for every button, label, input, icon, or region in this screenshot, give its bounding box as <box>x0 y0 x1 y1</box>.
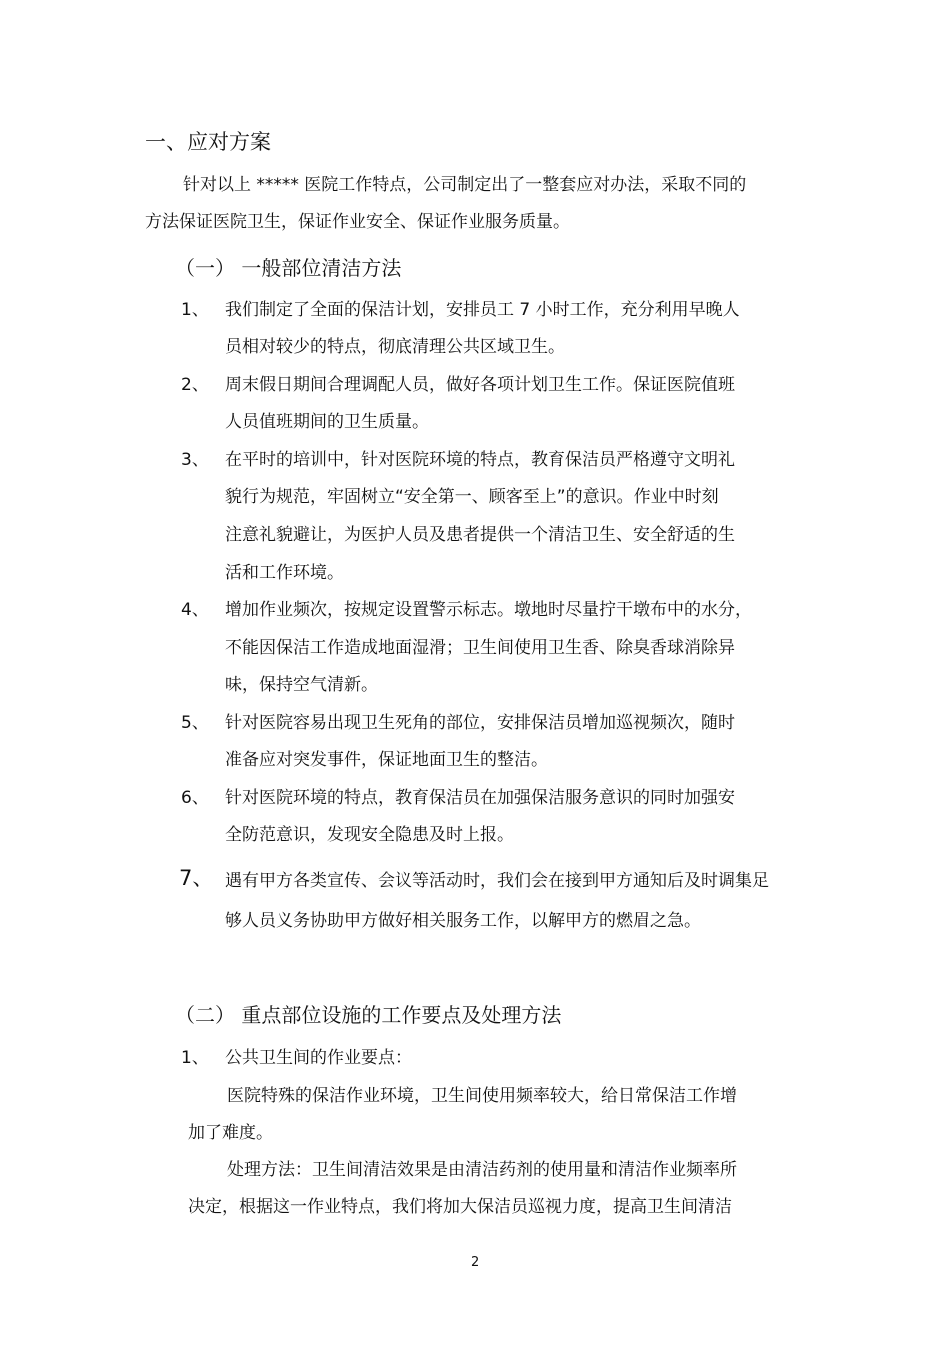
intro-line-1: 针对以上 ***** 医院工作特点，公司制定出了一整套应对办法，采取不同的 <box>183 175 747 195</box>
list-item-line: 增加作业频次，按规定设置警示标志。墩地时尽量拧干墩布中的水分， <box>225 600 752 620</box>
list-item-line: 针对医院环境的特点，教育保洁员在加强保洁服务意识的同时加强安 <box>225 788 735 808</box>
list-item-line: 味，保持空气清新。 <box>225 675 378 695</box>
list-item-line: 不能因保洁工作造成地面湿滑；卫生间使用卫生香、除臭香球消除异 <box>225 638 735 658</box>
paragraph-line: 决定，根据这一作业特点，我们将加大保洁员巡视力度，提高卫生间清洁 <box>188 1197 732 1217</box>
list-item-number: 1、 <box>181 300 209 320</box>
list-item-number: 1、 <box>181 1048 209 1068</box>
list-item-line: 活和工作环境。 <box>225 563 344 583</box>
list-item-line: 全防范意识，发现安全隐患及时上报。 <box>225 825 514 845</box>
list-item-number: 2、 <box>181 375 209 395</box>
page-number: 2 <box>471 1255 480 1270</box>
list-item-line: 遇有甲方各类宣传、会议等活动时，我们会在接到甲方通知后及时调集足 <box>225 871 769 891</box>
list-item-number: 6、 <box>181 788 209 808</box>
list-item-line: 在平时的培训中，针对医院环境的特点，教育保洁员严格遵守文明礼 <box>225 450 735 470</box>
list-item-line: 针对医院容易出现卫生死角的部位，安排保洁员增加巡视频次，随时 <box>225 713 735 733</box>
list-item-line: 人员值班期间的卫生质量。 <box>225 412 429 432</box>
subsection-title-2: （二） 重点部位设施的工作要点及处理方法 <box>175 1003 562 1027</box>
list-item-line: 员相对较少的特点，彻底清理公共区域卫生。 <box>225 337 565 357</box>
list-item-line: 注意礼貌避让，为医护人员及患者提供一个清洁卫生、安全舒适的生 <box>225 525 735 545</box>
intro-line-2: 方法保证医院卫生，保证作业安全、保证作业服务质量。 <box>145 212 570 232</box>
list-item-line: 我们制定了全面的保洁计划，安排员工 7 小时工作，充分利用早晚人 <box>225 300 740 320</box>
list-item-line: 貌行为规范，牢固树立“安全第一、顾客至上”的意识。作业中时刻 <box>225 487 719 507</box>
list-item-line: 准备应对突发事件，保证地面卫生的整洁。 <box>225 750 548 770</box>
list-item-number: 4、 <box>181 600 209 620</box>
paragraph-line: 加了难度。 <box>188 1123 273 1143</box>
section-heading: 一、应对方案 <box>145 130 271 154</box>
subsection-title-1: （一） 一般部位清洁方法 <box>175 256 402 280</box>
list-item-number: 5、 <box>181 713 209 733</box>
paragraph-line: 医院特殊的保洁作业环境，卫生间使用频率较大，给日常保洁工作增 <box>227 1086 737 1106</box>
list-item-line: 周末假日期间合理调配人员，做好各项计划卫生工作。保证医院值班 <box>225 375 735 395</box>
list-item-number: 3、 <box>181 450 209 470</box>
paragraph-line: 处理方法：卫生间清洁效果是由清洁药剂的使用量和清洁作业频率所 <box>227 1160 737 1180</box>
list-item-number: 7、 <box>179 866 214 890</box>
list-item-line: 够人员义务协助甲方做好相关服务工作，以解甲方的燃眉之急。 <box>225 911 701 931</box>
list-item-label: 公共卫生间的作业要点： <box>225 1048 412 1068</box>
